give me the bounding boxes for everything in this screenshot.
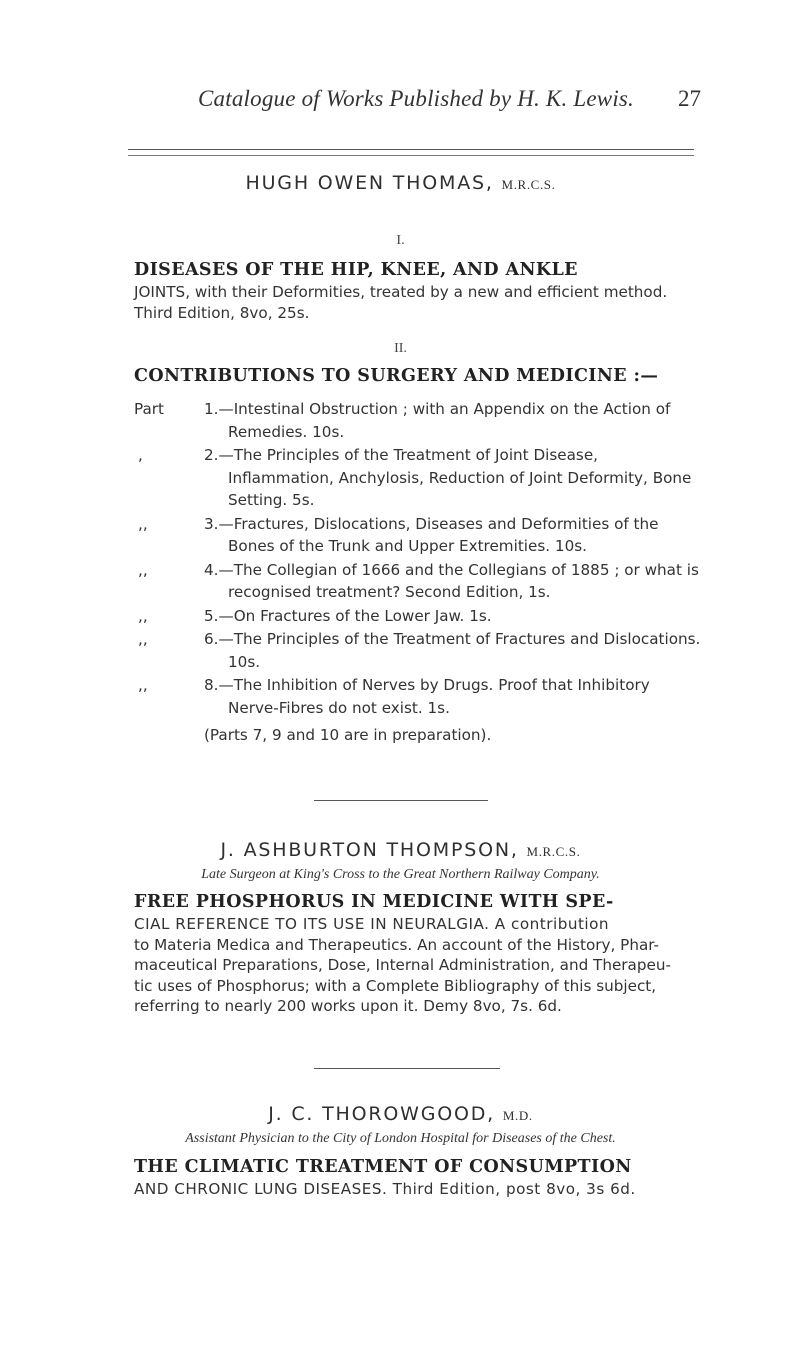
description-line: CIAL REFERENCE TO ITS USE IN NEURALGIA. A contribution xyxy=(134,915,610,933)
author-name: J. ASHBURTON THOMPSON, xyxy=(220,839,519,861)
part-text: The Principles of the Treatment of Fractures and Dislocations. 10s. xyxy=(228,630,701,671)
author-heading xyxy=(0,172,801,194)
header-rule xyxy=(128,149,694,156)
work-description xyxy=(134,1179,714,1200)
part-text: The Inhibition of Nerves by Drugs. Proof that Inhibitory Nerve-Fibres do not exist. 1s. xyxy=(228,676,650,717)
part-number: 8.— xyxy=(204,676,234,694)
description-line: JOINTS, with their Deformities, treated by a new and efficient method. xyxy=(134,283,668,301)
author-name: HUGH OWEN THOMAS, xyxy=(245,172,494,194)
description-line: to Materia Medica and Therapeutics. An account of the History, Phar- xyxy=(134,935,659,954)
part-mark: ,, xyxy=(138,606,148,625)
description-line: maceutical Preparations, Dose, Internal Administration, and Therapeu- xyxy=(134,956,671,974)
description-line: Third Edition, 8vo, 25s. xyxy=(134,303,310,322)
running-head-title: Catalogue of Works Published by H. K. Lewis. xyxy=(198,86,635,111)
part-mark: , xyxy=(138,446,143,464)
item-numeral: I. xyxy=(396,233,405,248)
part-entry xyxy=(134,628,704,673)
author-affiliation: Assistant Physician to the City of London Hospital for Diseases of the Chest. xyxy=(185,1131,616,1146)
work-title: THE CLIMATIC TREATMENT OF CONSUMPTION xyxy=(134,1157,632,1177)
part-entry xyxy=(134,605,704,628)
description-line: AND CHRONIC LUNG DISEASES. Third Edition, post 8vo, 3s 6d. xyxy=(134,1180,636,1198)
part-mark: Part xyxy=(134,400,164,418)
part-number: 1.— xyxy=(204,400,234,418)
part-text: The Collegian of 1666 and the Collegians of 1885 ; or what is recognised treatment? Second Edition, 1s. xyxy=(228,560,699,601)
part-entry xyxy=(134,559,704,604)
part-text: The Principles of the Treatment of Joint Disease, Inflammation, Anchylosis, Reduction of Joint Deformity, Bone Setting. 5s. xyxy=(228,446,692,509)
author-heading xyxy=(0,1103,801,1125)
work-description xyxy=(134,914,704,1017)
part-entry xyxy=(134,398,704,443)
part-text: Fractures, Dislocations, Diseases and Deformities of the Bones of the Trunk and Upper Extremities. 10s. xyxy=(228,514,659,555)
work-description xyxy=(134,282,700,323)
author-degree: M.D. xyxy=(502,1108,533,1123)
author-name: J. C. THOROWGOOD, xyxy=(268,1103,496,1125)
author-degree: M.R.C.S. xyxy=(501,177,556,192)
parts-list xyxy=(134,398,704,719)
part-number: 6.— xyxy=(204,630,234,648)
author-heading xyxy=(0,839,801,861)
item-numeral: II. xyxy=(394,341,407,356)
author-degree: M.R.C.S. xyxy=(526,844,581,859)
work-title: DISEASES OF THE HIP, KNEE, AND ANKLE xyxy=(134,260,578,280)
part-number: 2.— xyxy=(204,446,234,464)
description-line: referring to nearly 200 works upon it. Demy 8vo, 7s. 6d. xyxy=(134,997,562,1015)
part-entry xyxy=(134,444,704,512)
part-text: On Fractures of the Lower Jaw. 1s. xyxy=(233,606,492,625)
part-entry xyxy=(134,513,704,558)
part-number: 4.— xyxy=(204,560,234,579)
part-mark: ,, xyxy=(138,514,148,533)
part-number: 3.— xyxy=(204,514,234,533)
part-mark: ,, xyxy=(138,630,148,648)
running-head xyxy=(0,86,801,126)
work-title: CONTRIBUTIONS TO SURGERY AND MEDICINE :— xyxy=(134,366,659,386)
part-mark: ,, xyxy=(138,560,148,579)
section-divider xyxy=(314,1068,500,1069)
author-affiliation: Late Surgeon at King's Cross to the Great Northern Railway Company. xyxy=(201,867,600,882)
part-mark: ,, xyxy=(138,676,148,694)
section-divider xyxy=(314,800,488,801)
description-line: tic uses of Phosphorus; with a Complete Bibliography of this subject, xyxy=(134,976,657,995)
parts-note: (Parts 7, 9 and 10 are in preparation). xyxy=(204,726,492,744)
part-text: Intestinal Obstruction ; with an Appendix on the Action of Remedies. 10s. xyxy=(228,400,671,441)
part-number: 5.— xyxy=(204,606,234,625)
work-title: FREE PHOSPHORUS IN MEDICINE WITH SPE- xyxy=(134,892,614,912)
page-number: 27 xyxy=(678,86,701,111)
part-entry xyxy=(134,674,704,719)
